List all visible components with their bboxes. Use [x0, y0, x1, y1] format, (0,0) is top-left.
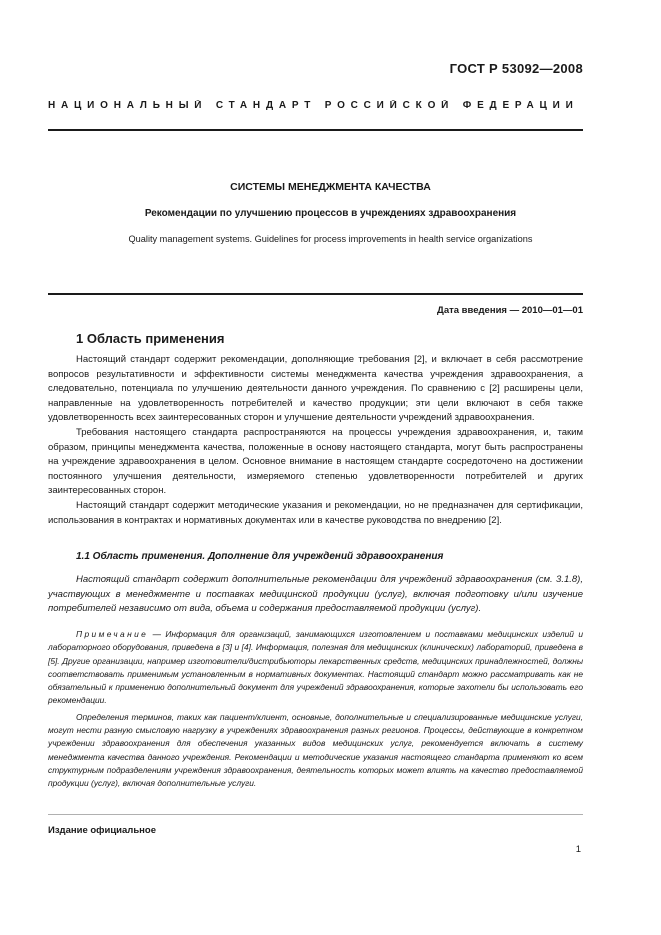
national-standard-banner: НАЦИОНАЛЬНЫЙ СТАНДАРТ РОССИЙСКОЙ ФЕДЕРАЦИИ — [48, 100, 579, 111]
gost-code: ГОСТ Р 53092—2008 — [449, 61, 583, 76]
note-block — [48, 628, 583, 791]
standard-title: СИСТЕМЫ МЕНЕДЖМЕНТА КАЧЕСТВА — [230, 181, 431, 193]
page-number: 1 — [575, 844, 581, 855]
subsection-body — [48, 573, 583, 617]
header-rule — [48, 129, 583, 131]
note-label: Примечание — [76, 629, 149, 639]
paragraph: Настоящий стандарт содержит дополнительные рекомендации для учреждений здравоохранения (см. 3.1.8), участвующих в менеджменте и поставках медицинской продукции (услуг), включая подготовку и/или изучение потребителей независимо от вида, объема и содержания предоставляемой продукции (услуг). — [48, 574, 583, 615]
paragraph: Настоящий стандарт содержит рекомендации, дополняющие требования [2], и включает в себя рассмотрение вопросов результативности и эффективности системы менеджмента качества учреждения здравоохранения, а следовательно, потенциала по улучшению деятельности данного учреждения. По сравнению с [2] расширены цели, направленные на удовлетворенность потребителей и качество продукции; эти цели включают в себя также удовлетворенность всех заинтересованных сторон и улучшение деятельности учреждений здравоохранения. — [48, 354, 583, 424]
paragraph: Настоящий стандарт содержит методические указания и рекомендации, но не предназначен для сертификации, использования в контрактах и нормативных документах или в качестве руководства по внедрению [2]. — [48, 499, 583, 526]
edition-label: Издание официальное — [48, 825, 156, 836]
standard-english-title: Quality management systems. Guidelines for process improvements in health service organizations — [128, 234, 533, 244]
title-rule — [48, 293, 583, 295]
footer-rule — [48, 814, 583, 815]
note-paragraph: Определения терминов, таких как пациент/клиент, основные, дополнительные и специализированные медицинские услуги, могут нести разную смысловую нагрузку в учреждениях здравоохранения разных регионов. Процессы, действующие в конкретном учреждении здравоохранения для обеспечения указанных видов медицинских услуг, рекомендуется включать в систему менеджмента качества данного учреждения. Рекомендации и методические указания настоящего стандарта применяют ко всем структурным подразделениям учреждения здравоохранения, деятельность которых может влиять на качество предоставляемой продукции (услуг), включая дополнительные услуги. — [48, 711, 583, 789]
note-text: — Информация для организаций, занимающихся изготовлением и поставками медицинских изделий и лабораторного оборудования, приведена в [3] и [4]. Информация, полезная для медицинских (клинических) лабораторий, приведена в [5]. Другие организации, например изготовители/дистрибьюторы лекарственных средств, медицинских принадлежностей, должны соответствовать применимым установленным в нормативных документах. Настоящий стандарт можно рассматривать как не обязательный к применению дополнительный документ для учреждений здравоохранения, которые захотели бы использовать его рекомендации. — [48, 629, 583, 706]
standard-subtitle: Рекомендации по улучшению процессов в учреждениях здравоохранения — [144, 208, 517, 219]
section-body — [48, 353, 583, 528]
introduction-date: Дата введения — 2010—01—01 — [437, 305, 583, 316]
paragraph: Требования настоящего стандарта распространяются на процессы учреждения здравоохранения, и, таким образом, принципы менеджмента качества, положенные в основу настоящего стандарта, могут быть распространены на учреждение здравоохранения в целом. Основное внимание в настоящем стандарте сосредоточено на достижении постоянного улучшения деятельности, измеряемого степенью удовлетворенности потребителей и других заинтересованных сторон. — [48, 426, 583, 497]
note-paragraph — [48, 628, 583, 708]
section-heading: 1 Область применения — [76, 331, 225, 346]
subsection-heading: 1.1 Область применения. Дополнение для учреждений здравоохранения — [76, 551, 444, 562]
